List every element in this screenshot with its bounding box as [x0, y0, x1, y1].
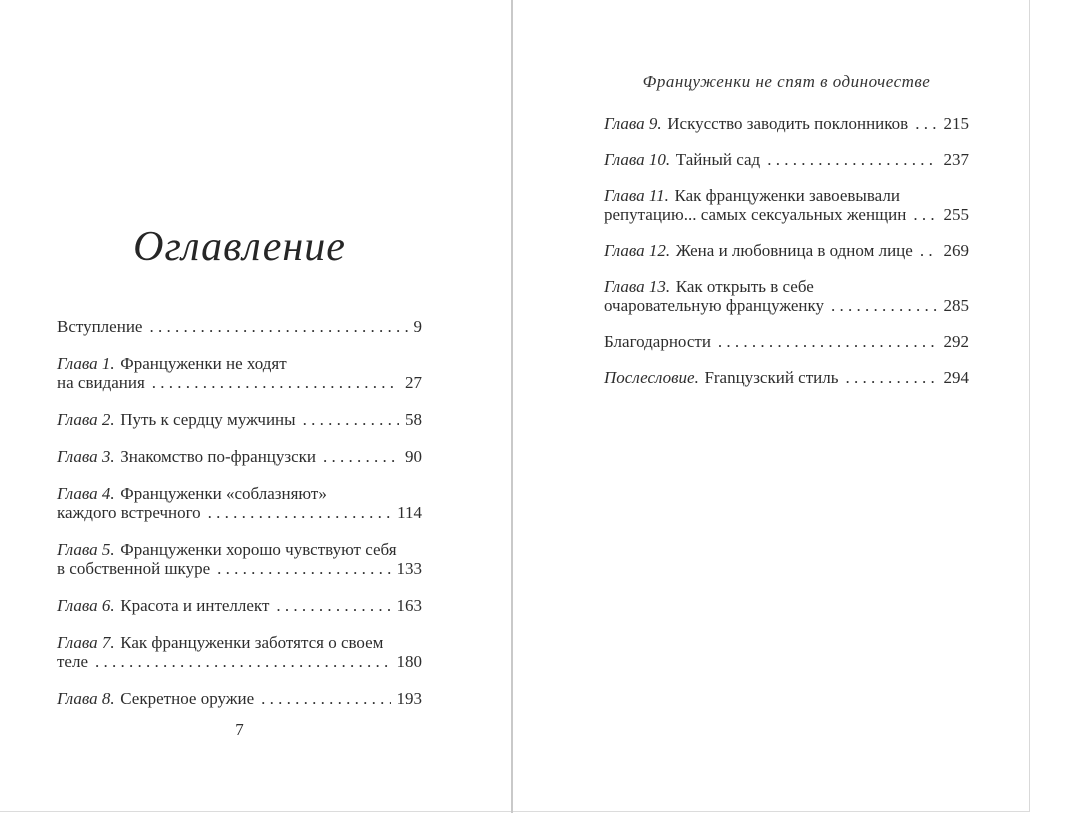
right-page — [513, 0, 1030, 812]
toc-entry — [57, 633, 422, 671]
toc-entry-line — [604, 368, 969, 387]
chapter-label: Глава 1. — [57, 354, 115, 373]
chapter-label: Глава 10. — [604, 150, 671, 169]
toc-entry-line — [57, 596, 422, 615]
entry-title-continued: на свидания — [57, 373, 145, 392]
dot-leader — [767, 150, 937, 169]
dot-leader — [152, 373, 399, 392]
right-page-content — [604, 72, 969, 387]
entry-title-continued: очаровательную француженку — [604, 296, 825, 315]
toc-entry-line — [604, 150, 969, 169]
chapter-label: Глава 13. — [604, 277, 671, 296]
toc-entry-line — [57, 540, 422, 559]
dot-leader — [261, 689, 390, 708]
dot-leader — [208, 503, 391, 522]
entry-title-continued: каждого встречного — [57, 503, 201, 522]
entry-page-number: 114 — [397, 503, 422, 522]
toc-entry-line — [604, 186, 969, 205]
entry-page-number: 9 — [413, 317, 422, 336]
dot-leader — [845, 368, 937, 387]
entry-title-continued: теле — [57, 652, 89, 671]
dot-leader — [718, 332, 938, 351]
entry-title: Искусство заводить поклонников — [667, 114, 909, 133]
toc-entry-line — [57, 484, 422, 503]
chapter-label: Глава 7. — [57, 633, 115, 652]
toc-entry — [604, 241, 969, 260]
toc-entry-line — [57, 354, 422, 373]
entry-title: Как француженки заботятся о своем — [120, 633, 384, 652]
left-page — [0, 0, 511, 812]
entry-title-continued: репутацию... самых сексуальных женщин — [604, 205, 907, 224]
toc-entry — [604, 114, 969, 133]
page-number-folio: 7 — [235, 720, 244, 739]
toc-entry-line — [604, 205, 969, 224]
chapter-label: Глава 12. — [604, 241, 671, 260]
toc-entry — [604, 368, 969, 387]
dot-leader — [915, 114, 937, 133]
toc-entry-line — [57, 633, 422, 652]
toc-entry — [57, 410, 422, 429]
toc-entry-line — [57, 317, 422, 336]
entry-title: Как открыть в себе — [675, 277, 814, 296]
entry-title: Тайный сад — [675, 150, 761, 169]
chapter-label: Глава 11. — [604, 186, 669, 205]
chapter-label: Глава 6. — [57, 596, 115, 615]
dot-leader — [95, 652, 390, 671]
dot-leader — [913, 205, 937, 224]
entry-title: Вступление — [57, 317, 143, 336]
toc-entries-right — [604, 114, 969, 387]
entry-page-number: 27 — [405, 373, 422, 392]
entry-page-number: 269 — [943, 241, 969, 260]
dot-leader — [303, 410, 399, 429]
chapter-label: Глава 8. — [57, 689, 115, 708]
entry-page-number: 90 — [405, 447, 422, 466]
toc-entry-line — [604, 114, 969, 133]
toc-entry-line — [604, 241, 969, 260]
entry-page-number: 285 — [943, 296, 969, 315]
toc-entry-line — [604, 277, 969, 296]
entry-page-number: 215 — [943, 114, 969, 133]
toc-entry — [57, 596, 422, 615]
entry-page-number: 58 — [405, 410, 422, 429]
toc-entry — [604, 186, 969, 224]
toc-entry — [57, 689, 422, 708]
toc-entry-line — [604, 296, 969, 315]
chapter-label: Глава 9. — [604, 114, 662, 133]
toc-entry-line — [604, 332, 969, 351]
chapter-label: Глава 3. — [57, 447, 115, 466]
entry-title: Знакомство по-французски — [120, 447, 317, 466]
toc-entry — [604, 277, 969, 315]
entry-page-number: 237 — [943, 150, 969, 169]
entry-title: Жена и любовница в одном лице — [675, 241, 913, 260]
toc-entry — [604, 332, 969, 351]
dot-leader — [149, 317, 407, 336]
dot-leader — [831, 296, 937, 315]
dot-leader — [217, 559, 390, 578]
entry-page-number: 294 — [943, 368, 969, 387]
toc-entry — [57, 447, 422, 466]
entry-title: Красота и интеллект — [120, 596, 270, 615]
entry-title: Секретное оружие — [120, 689, 255, 708]
entry-title-continued: в собственной шкуре — [57, 559, 211, 578]
toc-entry — [57, 317, 422, 336]
entry-page-number: 193 — [396, 689, 422, 708]
toc-entry — [57, 540, 422, 578]
entry-title: Француженки не ходят — [120, 354, 287, 373]
dot-leader — [323, 447, 399, 466]
dot-leader — [276, 596, 390, 615]
toc-entry-line — [57, 410, 422, 429]
entry-page-number: 180 — [396, 652, 422, 671]
chapter-label: Послесловие. — [604, 368, 699, 387]
entry-page-number: 133 — [396, 559, 422, 578]
toc-entries-left — [57, 317, 422, 708]
chapter-label: Глава 4. — [57, 484, 115, 503]
entry-title: Француженки «соблазняют» — [120, 484, 327, 503]
entry-page-number: 292 — [943, 332, 969, 351]
toc-entry-line — [57, 503, 422, 522]
toc-entry — [57, 484, 422, 522]
dot-leader — [920, 241, 938, 260]
toc-entry-line — [57, 559, 422, 578]
toc-title: Оглавление — [133, 224, 346, 270]
toc-entry-line — [57, 689, 422, 708]
toc-entry-line — [57, 373, 422, 392]
entry-title: Благодарности — [604, 332, 711, 351]
toc-entry-line — [57, 447, 422, 466]
entry-page-number: 163 — [396, 596, 422, 615]
toc-entry — [57, 354, 422, 392]
entry-title: Как француженки завоевывали — [674, 186, 900, 205]
entry-title: Путь к сердцу мужчины — [120, 410, 296, 429]
chapter-label: Глава 5. — [57, 540, 115, 559]
chapter-label: Глава 2. — [57, 410, 115, 429]
toc-entry-line — [57, 652, 422, 671]
toc-entry — [604, 150, 969, 169]
running-head: Француженки не спят в одиночестве — [642, 72, 931, 91]
left-page-content — [57, 220, 422, 708]
entry-title: Franцузский стиль — [704, 368, 839, 387]
entry-page-number: 255 — [943, 205, 969, 224]
entry-title: Француженки хорошо чувствуют себя — [120, 540, 397, 559]
